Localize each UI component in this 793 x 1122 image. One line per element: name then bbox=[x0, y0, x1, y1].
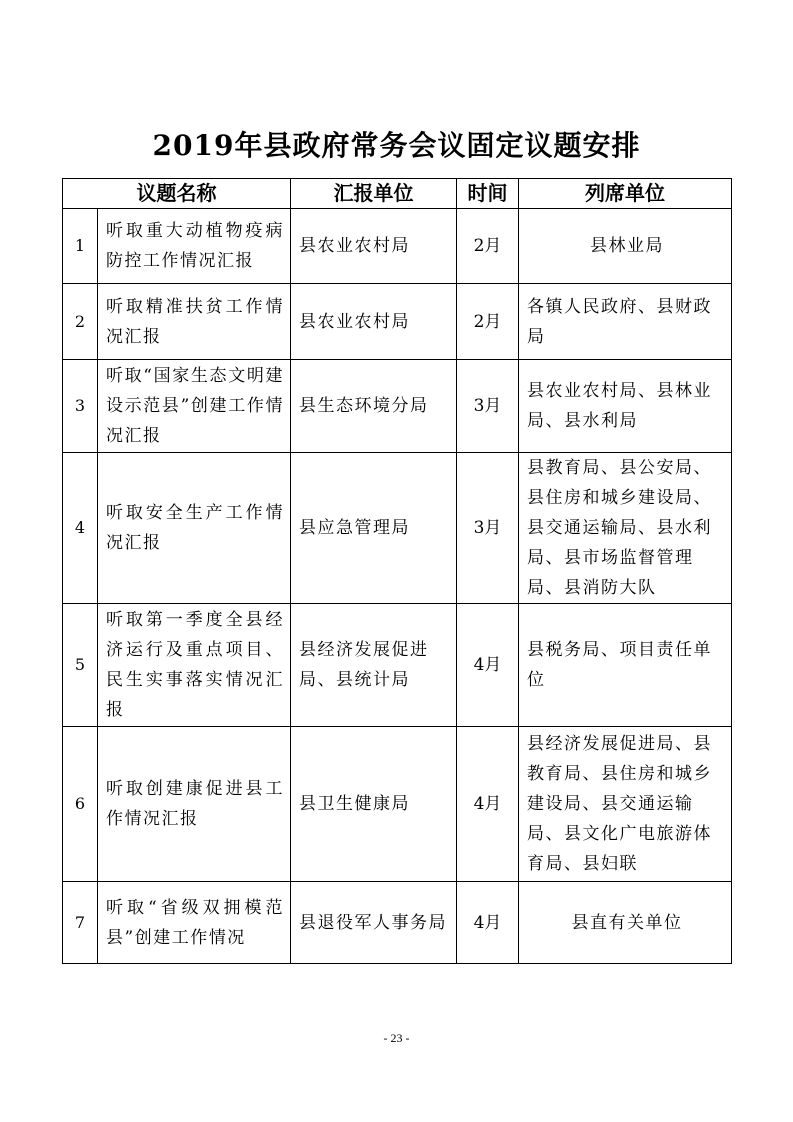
row-number: 1 bbox=[63, 209, 98, 284]
table-row bbox=[63, 209, 732, 284]
row-attendees: 县直有关单位 bbox=[519, 882, 732, 964]
page-title: 2019年县政府常务会议固定议题安排 bbox=[152, 129, 641, 162]
row-number: 2 bbox=[63, 284, 98, 360]
row-time: 4月 bbox=[457, 604, 519, 727]
row-unit: 县卫生健康局 bbox=[291, 727, 457, 882]
row-number: 3 bbox=[63, 360, 98, 453]
page-number: - 23 - bbox=[383, 1031, 410, 1045]
row-attendees: 县经济发展促进局、县教育局、县住房和城乡建设局、县交通运输局、县文化广电旅游体育局、县妇联 bbox=[519, 727, 732, 882]
row-unit: 县农业农村局 bbox=[291, 209, 457, 284]
row-time: 3月 bbox=[457, 453, 519, 604]
header-unit: 汇报单位 bbox=[291, 179, 457, 209]
row-attendees: 县税务局、项目责任单位 bbox=[519, 604, 732, 727]
row-number: 6 bbox=[63, 727, 98, 882]
header-time: 时间 bbox=[457, 179, 519, 209]
row-number: 7 bbox=[63, 882, 98, 964]
header-attendees: 列席单位 bbox=[519, 179, 732, 209]
row-topic: 听取“省级双拥模范县”创建工作情况 bbox=[98, 882, 291, 964]
table-row bbox=[63, 882, 732, 964]
row-number: 4 bbox=[63, 453, 98, 604]
row-topic: 听取“国家生态文明建设示范县”创建工作情况汇报 bbox=[98, 360, 291, 453]
row-attendees: 县林业局 bbox=[519, 209, 732, 284]
row-attendees: 各镇人民政府、县财政局 bbox=[519, 284, 732, 360]
row-unit: 县农业农村局 bbox=[291, 284, 457, 360]
row-unit: 县经济发展促进局、县统计局 bbox=[291, 604, 457, 727]
row-time: 3月 bbox=[457, 360, 519, 453]
row-time: 2月 bbox=[457, 209, 519, 284]
table-header-row bbox=[63, 179, 732, 209]
row-topic: 听取精准扶贫工作情况汇报 bbox=[98, 284, 291, 360]
row-attendees: 县农业农村局、县林业局、县水利局 bbox=[519, 360, 732, 453]
table-row bbox=[63, 453, 732, 604]
row-attendees: 县教育局、县公安局、县住房和城乡建设局、县交通运输局、县水利局、县市场监督管理局、县消防大队 bbox=[519, 453, 732, 604]
table-row bbox=[63, 284, 732, 360]
row-unit: 县应急管理局 bbox=[291, 453, 457, 604]
row-topic: 听取重大动植物疫病防控工作情况汇报 bbox=[98, 209, 291, 284]
row-topic: 听取第一季度全县经济运行及重点项目、民生实事落实情况汇报 bbox=[98, 604, 291, 727]
row-unit: 县生态环境分局 bbox=[291, 360, 457, 453]
row-time: 4月 bbox=[457, 727, 519, 882]
row-number: 5 bbox=[63, 604, 98, 727]
row-unit: 县退役军人事务局 bbox=[291, 882, 457, 964]
table-row bbox=[63, 604, 732, 727]
header-topic: 议题名称 bbox=[63, 179, 291, 209]
row-time: 2月 bbox=[457, 284, 519, 360]
agenda-table bbox=[62, 178, 732, 964]
table-row bbox=[63, 360, 732, 453]
row-topic: 听取安全生产工作情况汇报 bbox=[98, 453, 291, 604]
table-row bbox=[63, 727, 732, 882]
row-time: 4月 bbox=[457, 882, 519, 964]
row-topic: 听取创建康促进县工作情况汇报 bbox=[98, 727, 291, 882]
